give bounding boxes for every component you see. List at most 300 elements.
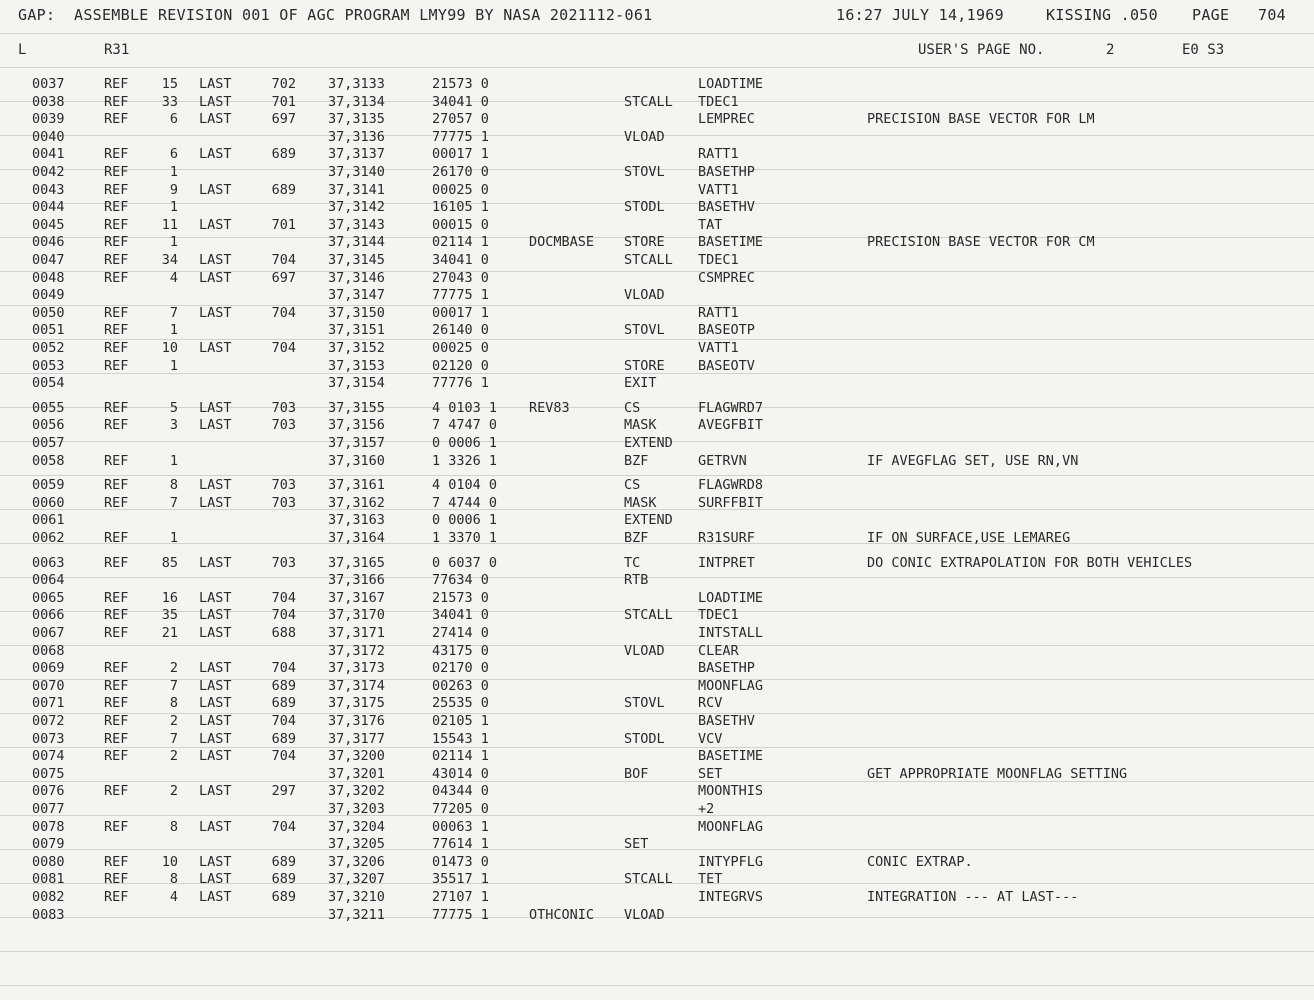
- listing-row: [0, 76, 1314, 94]
- operand: BASETHP: [698, 164, 755, 180]
- last-keyword: LAST: [199, 871, 232, 888]
- operand: BASETHV: [698, 199, 755, 216]
- sequence-number: 0056: [32, 417, 65, 434]
- last-page: 704: [271, 589, 296, 606]
- listing-row: [0, 435, 1314, 453]
- operand: RATT1: [698, 146, 739, 163]
- octal-value: 26170 0: [432, 164, 489, 180]
- operand: GETRVN: [698, 452, 747, 469]
- last-keyword: LAST: [199, 399, 232, 416]
- listing-row: [0, 375, 1314, 393]
- memory-address: 37,3177: [328, 730, 385, 747]
- ref-keyword: REF: [104, 76, 129, 92]
- sequence-number: 0044: [32, 199, 65, 216]
- opcode: CS: [624, 399, 641, 416]
- listing-row: [0, 783, 1314, 801]
- octal-value: 00025 0: [432, 181, 489, 198]
- octal-value: 4 0104 0: [432, 477, 498, 494]
- ref-keyword: REF: [104, 889, 129, 905]
- listing-row: [0, 270, 1314, 288]
- opcode: BZF: [624, 452, 649, 469]
- octal-value: 02170 0: [432, 660, 489, 677]
- opcode: STODL: [624, 199, 665, 216]
- ref-keyword: REF: [104, 530, 129, 546]
- opcode: STORE: [624, 357, 665, 374]
- ref-keyword: REF: [104, 252, 129, 268]
- listing-row: [0, 889, 1314, 907]
- octal-value: 21573 0: [432, 76, 489, 92]
- memory-address: 37,3175: [328, 695, 385, 712]
- users-page-number: 2: [1106, 42, 1115, 58]
- memory-address: 37,3204: [328, 818, 385, 835]
- memory-address: 37,3134: [328, 93, 385, 110]
- octal-value: 35517 1: [432, 871, 489, 888]
- operand: RATT1: [698, 304, 739, 321]
- last-page: 704: [271, 252, 296, 268]
- sequence-number: 0073: [32, 730, 65, 747]
- ref-keyword: REF: [104, 625, 129, 641]
- sequence-number: 0037: [32, 76, 65, 92]
- octal-value: 34041 0: [432, 93, 489, 110]
- sequence-number: 0049: [32, 287, 65, 304]
- ref-count: 3: [169, 417, 178, 434]
- last-keyword: LAST: [199, 818, 232, 835]
- sequence-number: 0041: [32, 146, 65, 163]
- opcode: STCALL: [624, 93, 673, 110]
- sequence-number: 0040: [32, 128, 65, 145]
- memory-address: 37,3201: [328, 765, 385, 782]
- octal-value: 27107 1: [432, 889, 489, 905]
- operand: BASEOTV: [698, 357, 755, 374]
- octal-value: 02120 0: [432, 357, 489, 374]
- memory-address: 37,3133: [328, 76, 385, 92]
- operand: +2: [698, 801, 715, 817]
- listing-row: [0, 678, 1314, 696]
- operand: FLAGWRD7: [698, 399, 764, 416]
- sequence-number: 0083: [32, 906, 65, 923]
- opcode: STCALL: [624, 252, 673, 268]
- octal-value: 0 0006 1: [432, 435, 498, 451]
- listing-row: [0, 234, 1314, 252]
- ref-count: 10: [161, 853, 178, 870]
- last-page: 689: [271, 871, 296, 888]
- last-page: 703: [271, 554, 296, 571]
- operand: TDEC1: [698, 252, 739, 268]
- ref-keyword: REF: [104, 111, 129, 128]
- ref-count: 6: [169, 146, 178, 163]
- last-page: 703: [271, 417, 296, 434]
- ref-count: 10: [161, 340, 178, 356]
- listing-row: [0, 695, 1314, 713]
- operand: INTPRET: [698, 554, 755, 571]
- sequence-number: 0071: [32, 695, 65, 712]
- ref-count: 35: [161, 607, 178, 624]
- ref-keyword: REF: [104, 164, 129, 180]
- opcode: VLOAD: [624, 128, 665, 145]
- last-keyword: LAST: [199, 554, 232, 571]
- operand: CLEAR: [698, 642, 739, 659]
- operand: TDEC1: [698, 93, 739, 110]
- last-page: 701: [271, 93, 296, 110]
- listing-row: [0, 146, 1314, 164]
- ref-keyword: REF: [104, 304, 129, 321]
- listing-row: [0, 305, 1314, 323]
- ref-keyword: REF: [104, 452, 129, 469]
- listing-row: [0, 322, 1314, 340]
- octal-value: 0 6037 0: [432, 554, 498, 571]
- sequence-number: 0067: [32, 625, 65, 641]
- last-keyword: LAST: [199, 269, 232, 286]
- operand: BASETHV: [698, 713, 755, 729]
- operand: MOONTHIS: [698, 783, 764, 800]
- octal-value: 77634 0: [432, 572, 489, 589]
- octal-value: 25535 0: [432, 695, 489, 712]
- memory-address: 37,3171: [328, 625, 385, 641]
- ref-count: 1: [169, 234, 178, 251]
- octal-value: 00063 1: [432, 818, 489, 835]
- last-keyword: LAST: [199, 477, 232, 494]
- octal-value: 4 0103 1: [432, 399, 498, 416]
- octal-value: 26140 0: [432, 322, 489, 339]
- page-label: PAGE: [1192, 6, 1230, 24]
- memory-address: 37,3161: [328, 477, 385, 494]
- listing-row: [0, 836, 1314, 854]
- memory-address: 37,3202: [328, 783, 385, 800]
- listing-row: [0, 590, 1314, 608]
- last-page: 704: [271, 607, 296, 624]
- comment: PRECISION BASE VECTOR FOR LM: [867, 111, 1095, 128]
- ref-keyword: REF: [104, 181, 129, 198]
- users-page-label: USER'S PAGE NO.: [918, 42, 1045, 58]
- memory-address: 37,3160: [328, 452, 385, 469]
- last-page: 689: [271, 695, 296, 712]
- sequence-number: 0082: [32, 889, 65, 905]
- page-header: [0, 0, 1314, 34]
- last-page: 697: [271, 111, 296, 128]
- ref-keyword: REF: [104, 216, 129, 233]
- symbol-label: OTHCONIC: [529, 906, 595, 923]
- sequence-number: 0060: [32, 494, 65, 511]
- listing-row: [0, 477, 1314, 495]
- comment: IF AVEGFLAG SET, USE RN,VN: [867, 452, 1079, 469]
- operand: MOONFLAG: [698, 677, 764, 694]
- ref-count: 1: [169, 322, 178, 339]
- ref-keyword: REF: [104, 93, 129, 110]
- operand: RCV: [698, 695, 723, 712]
- last-keyword: LAST: [199, 783, 232, 800]
- octal-value: 43175 0: [432, 642, 489, 659]
- ref-keyword: REF: [104, 340, 129, 356]
- octal-value: 7 4747 0: [432, 417, 498, 434]
- octal-value: 77775 1: [432, 287, 489, 304]
- last-page: 703: [271, 399, 296, 416]
- listing-row: [0, 907, 1314, 925]
- opcode: MASK: [624, 494, 657, 511]
- ref-keyword: REF: [104, 417, 129, 434]
- last-page: 704: [271, 304, 296, 321]
- assembly-timestamp: 16:27 JULY 14,1969: [836, 6, 1004, 24]
- listing-row: [0, 495, 1314, 513]
- opcode: VLOAD: [624, 642, 665, 659]
- octal-value: 02114 1: [432, 748, 489, 765]
- memory-address: 37,3137: [328, 146, 385, 163]
- last-keyword: LAST: [199, 677, 232, 694]
- opcode: STOVL: [624, 322, 665, 339]
- symbol-label: DOCMBASE: [529, 234, 595, 251]
- memory-address: 37,3144: [328, 234, 385, 251]
- opcode: STOVL: [624, 695, 665, 712]
- ref-count: 15: [161, 76, 178, 92]
- ref-count: 7: [169, 730, 178, 747]
- memory-address: 37,3167: [328, 589, 385, 606]
- listing-row: [0, 199, 1314, 217]
- ref-keyword: REF: [104, 494, 129, 511]
- octal-value: 34041 0: [432, 252, 489, 268]
- sequence-number: 0062: [32, 530, 65, 546]
- ref-count: 8: [169, 871, 178, 888]
- opcode: STOVL: [624, 164, 665, 180]
- operand: LOADTIME: [698, 589, 764, 606]
- sequence-number: 0042: [32, 164, 65, 180]
- last-page: 702: [271, 76, 296, 92]
- ref-count: 11: [161, 216, 178, 233]
- memory-address: 37,3145: [328, 252, 385, 268]
- octal-value: 43014 0: [432, 765, 489, 782]
- opcode: TC: [624, 554, 641, 571]
- opcode: STODL: [624, 730, 665, 747]
- last-keyword: LAST: [199, 494, 232, 511]
- sequence-number: 0048: [32, 269, 65, 286]
- listing-row: [0, 607, 1314, 625]
- listing-row: [0, 182, 1314, 200]
- ref-count: 1: [169, 357, 178, 374]
- sequence-number: 0051: [32, 322, 65, 339]
- last-page: 689: [271, 889, 296, 905]
- ref-keyword: REF: [104, 589, 129, 606]
- ref-count: 21: [161, 625, 178, 641]
- octal-value: 15543 1: [432, 730, 489, 747]
- operand: AVEGFBIT: [698, 417, 764, 434]
- memory-address: 37,3136: [328, 128, 385, 145]
- ref-keyword: REF: [104, 783, 129, 800]
- sequence-number: 0068: [32, 642, 65, 659]
- ref-count: 33: [161, 93, 178, 110]
- ref-count: 2: [169, 783, 178, 800]
- operand: LOADTIME: [698, 76, 764, 92]
- ref-keyword: REF: [104, 399, 129, 416]
- sequence-number: 0052: [32, 340, 65, 356]
- ref-count: 4: [169, 889, 178, 905]
- listing-row: [0, 819, 1314, 837]
- ref-count: 2: [169, 713, 178, 729]
- ref-keyword: REF: [104, 730, 129, 747]
- operand: SET: [698, 765, 723, 782]
- last-page: 689: [271, 146, 296, 163]
- listing-row: [0, 417, 1314, 435]
- memory-address: 37,3173: [328, 660, 385, 677]
- opcode: SET: [624, 836, 649, 853]
- listing-row: [0, 731, 1314, 749]
- operand: TAT: [698, 216, 723, 233]
- opcode: RTB: [624, 572, 649, 589]
- listing-row: [0, 287, 1314, 305]
- operand: INTSTALL: [698, 625, 764, 641]
- memory-address: 37,3206: [328, 853, 385, 870]
- memory-address: 37,3207: [328, 871, 385, 888]
- listing-row: [0, 512, 1314, 530]
- listing-row: [0, 555, 1314, 573]
- last-keyword: LAST: [199, 695, 232, 712]
- ref-count: 1: [169, 530, 178, 546]
- ref-count: 7: [169, 304, 178, 321]
- ref-count: 1: [169, 199, 178, 216]
- last-keyword: LAST: [199, 111, 232, 128]
- opcode: BZF: [624, 530, 649, 546]
- last-page: 704: [271, 748, 296, 765]
- assembly-title: GAP: ASSEMBLE REVISION 001 OF AGC PROGRAM LMY99 BY NASA 2021112-061: [18, 6, 653, 24]
- ref-count: 7: [169, 677, 178, 694]
- octal-value: 77776 1: [432, 375, 489, 392]
- sequence-number: 0038: [32, 93, 65, 110]
- sequence-number: 0054: [32, 375, 65, 392]
- octal-value: 27057 0: [432, 111, 489, 128]
- octal-value: 7 4744 0: [432, 494, 498, 511]
- last-keyword: LAST: [199, 146, 232, 163]
- operand: SURFFBIT: [698, 494, 764, 511]
- sequence-number: 0072: [32, 713, 65, 729]
- ref-keyword: REF: [104, 607, 129, 624]
- ref-keyword: REF: [104, 322, 129, 339]
- memory-address: 37,3170: [328, 607, 385, 624]
- sequence-number: 0061: [32, 512, 65, 529]
- last-keyword: LAST: [199, 417, 232, 434]
- ref-count: 8: [169, 818, 178, 835]
- operand: FLAGWRD8: [698, 477, 764, 494]
- octal-value: 00263 0: [432, 677, 489, 694]
- listing-row: [0, 400, 1314, 418]
- sequence-number: 0078: [32, 818, 65, 835]
- memory-address: 37,3156: [328, 417, 385, 434]
- ref-keyword: REF: [104, 853, 129, 870]
- opcode: STORE: [624, 234, 665, 251]
- last-keyword: LAST: [199, 660, 232, 677]
- ref-keyword: REF: [104, 818, 129, 835]
- octal-value: 01473 0: [432, 853, 489, 870]
- sequence-number: 0066: [32, 607, 65, 624]
- last-keyword: LAST: [199, 589, 232, 606]
- opcode: STCALL: [624, 607, 673, 624]
- memory-address: 37,3166: [328, 572, 385, 589]
- last-page: 297: [271, 783, 296, 800]
- sequence-number: 0081: [32, 871, 65, 888]
- last-page: 703: [271, 494, 296, 511]
- sequence-number: 0077: [32, 801, 65, 817]
- ref-count: 4: [169, 269, 178, 286]
- operand: MOONFLAG: [698, 818, 764, 835]
- last-page: 689: [271, 730, 296, 747]
- ref-keyword: REF: [104, 269, 129, 286]
- octal-value: 0 0006 1: [432, 512, 498, 529]
- sequence-number: 0079: [32, 836, 65, 853]
- octal-value: 77205 0: [432, 801, 489, 817]
- sequence-number: 0064: [32, 572, 65, 589]
- octal-value: 00015 0: [432, 216, 489, 233]
- ref-keyword: REF: [104, 234, 129, 251]
- memory-address: 37,3200: [328, 748, 385, 765]
- operand: BASETHP: [698, 660, 755, 677]
- sequence-number: 0045: [32, 216, 65, 233]
- opcode: EXTEND: [624, 512, 673, 529]
- last-page: 697: [271, 269, 296, 286]
- opcode: VLOAD: [624, 287, 665, 304]
- memory-address: 37,3151: [328, 322, 385, 339]
- octal-value: 02105 1: [432, 713, 489, 729]
- sequence-number: 0080: [32, 853, 65, 870]
- octal-value: 1 3370 1: [432, 530, 498, 546]
- sequence-number: 0065: [32, 589, 65, 606]
- operand: VATT1: [698, 340, 739, 356]
- listing-row: [0, 111, 1314, 129]
- kissing-label: KISSING .050: [1046, 6, 1158, 24]
- routine-name: R31: [104, 42, 130, 58]
- octal-value: 77775 1: [432, 128, 489, 145]
- ref-count: 5: [169, 399, 178, 416]
- ref-count: 34: [161, 252, 178, 268]
- opcode: VLOAD: [624, 906, 665, 923]
- memory-address: 37,3163: [328, 512, 385, 529]
- octal-value: 16105 1: [432, 199, 489, 216]
- operand: VATT1: [698, 181, 739, 198]
- last-keyword: LAST: [199, 889, 232, 905]
- listing-row: [0, 854, 1314, 872]
- last-page: 704: [271, 713, 296, 729]
- last-keyword: LAST: [199, 76, 232, 92]
- last-page: 704: [271, 818, 296, 835]
- opcode: EXTEND: [624, 435, 673, 451]
- operand: VCV: [698, 730, 723, 747]
- last-keyword: LAST: [199, 730, 232, 747]
- sequence-number: 0074: [32, 748, 65, 765]
- log-section-letter: L: [18, 42, 27, 58]
- listing-row: [0, 572, 1314, 590]
- memory-address: 37,3152: [328, 340, 385, 356]
- memory-address: 37,3135: [328, 111, 385, 128]
- sequence-number: 0047: [32, 252, 65, 268]
- ref-keyword: REF: [104, 477, 129, 494]
- listing-row: [0, 530, 1314, 548]
- last-page: 689: [271, 853, 296, 870]
- page-number: 704: [1258, 6, 1286, 24]
- listing-row: [0, 252, 1314, 270]
- last-page: 689: [271, 181, 296, 198]
- listing-row: [0, 748, 1314, 766]
- sequence-number: 0070: [32, 677, 65, 694]
- opcode: CS: [624, 477, 641, 494]
- memory-address: 37,3142: [328, 199, 385, 216]
- comment: IF ON SURFACE,USE LEMAREG: [867, 530, 1071, 546]
- octal-value: 00025 0: [432, 340, 489, 356]
- listing-row: [0, 94, 1314, 112]
- last-keyword: LAST: [199, 853, 232, 870]
- ref-keyword: REF: [104, 695, 129, 712]
- memory-address: 37,3153: [328, 357, 385, 374]
- comment: INTEGRATION --- AT LAST---: [867, 889, 1079, 905]
- memory-address: 37,3176: [328, 713, 385, 729]
- operand: R31SURF: [698, 530, 755, 546]
- comment: GET APPROPRIATE MOONFLAG SETTING: [867, 765, 1128, 782]
- memory-address: 37,3157: [328, 435, 385, 451]
- opcode: MASK: [624, 417, 657, 434]
